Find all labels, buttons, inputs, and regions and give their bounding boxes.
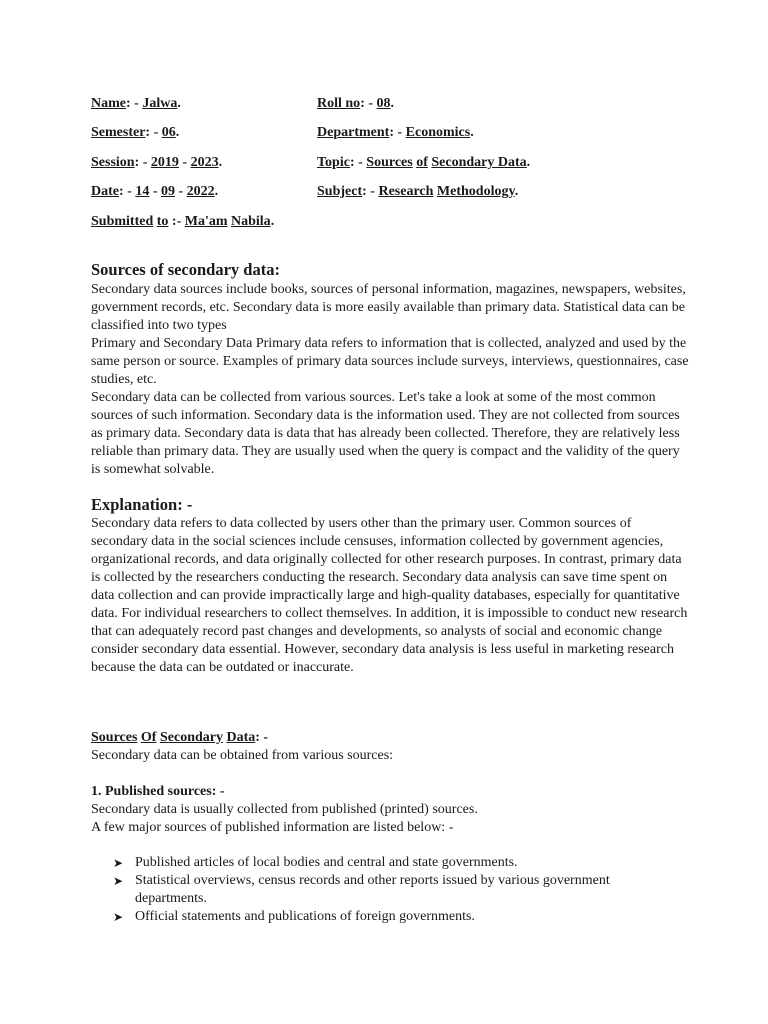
section-explanation	[91, 495, 691, 677]
topic-label: Topic	[317, 155, 350, 170]
paragraph: Secondary data sources include books, sources of personal information, magazines, newspapers, websites, government records, etc. Secondary data is more easily available than primary data. Statistical data can be classified into two types	[91, 282, 686, 333]
session-label: Session	[91, 155, 135, 170]
date-month: 09	[161, 184, 175, 199]
paragraph: Secondary data can be collected from various sources. Let's take a look at some of the most common sources of such information. Secondary data is the information used. They are not collected from sources as primary data. Secondary data is data that has already been collected. Therefore, they are relatively less reliable than primary data. They are usually used when the query is compact and the validity of the query is somewhat solvable.	[91, 390, 680, 477]
list-item-text: Published articles of local bodies and central and state governments.	[135, 855, 518, 870]
title-word-4: Data	[226, 730, 256, 745]
subject-field: Subject: - Research Methodology.	[317, 184, 519, 199]
name-separator: : -	[126, 96, 143, 111]
paragraph: Secondary data can be obtained from various sources:	[91, 748, 394, 763]
submitted-value-2: Nabila	[231, 214, 271, 229]
list-item	[113, 872, 673, 908]
submitted-word-1: Submitted	[91, 214, 154, 229]
session-field: Session: - 2019 - 2023.	[91, 155, 223, 170]
topic-word-1: Sources	[366, 155, 413, 170]
arrow-bullet-icon: ➤	[113, 910, 124, 924]
section-title: Sources of secondary data:	[91, 260, 280, 279]
name-label: Name	[91, 96, 126, 111]
semester-value: 06	[161, 125, 176, 140]
subject-label: Subject	[317, 184, 363, 199]
roll-separator: : -	[360, 96, 377, 111]
paragraph: Primary and Secondary Data Primary data refers to information that is collected, analyzed and used by the same person or source. Examples of primary data sources include surveys, interviews, questionnaires, case studies, etc.	[91, 336, 689, 387]
roll-field: Roll no: - 08.	[317, 96, 395, 111]
topic-field: Topic: - Sources of Secondary Data.	[317, 155, 531, 170]
session-separator: : -	[134, 155, 151, 170]
section-sources-of-secondary-data	[91, 729, 691, 765]
topic-word-3: Secondary Data	[431, 155, 527, 170]
section-sources-secondary-data	[91, 260, 691, 479]
section-title: Explanation: -	[91, 495, 193, 514]
date-year: 2022	[186, 184, 215, 199]
subsection-title: 1. Published sources: -	[91, 784, 225, 799]
roll-value: 08	[376, 96, 391, 111]
department-field: Department: - Economics.	[317, 125, 474, 140]
bullet-list	[113, 854, 673, 926]
roll-label: Roll no	[317, 96, 361, 111]
department-separator: : -	[389, 125, 406, 140]
submitted-value-1: Ma'am	[184, 214, 228, 229]
list-item	[113, 908, 673, 926]
department-label: Department	[317, 125, 390, 140]
name-value: Jalwa	[142, 96, 178, 111]
title-word-2: Of	[140, 730, 157, 745]
semester-separator: : -	[145, 125, 162, 140]
session-from: 2019	[150, 155, 179, 170]
subsection-published-sources	[91, 783, 691, 837]
date-label: Date	[91, 184, 119, 199]
list-item-text: Official statements and publications of foreign governments.	[135, 909, 475, 924]
semester-field: Semester: - 06.	[91, 125, 180, 140]
date-field: Date: - 14 - 09 - 2022.	[91, 184, 219, 199]
date-day: 14	[135, 184, 150, 199]
list-item	[113, 854, 673, 872]
topic-word-2: of	[416, 155, 428, 170]
date-separator: : -	[119, 184, 136, 199]
submitted-word-2: to	[156, 214, 169, 229]
list-item-text: Statistical overviews, census records and other reports issued by various government departments.	[135, 873, 610, 906]
arrow-bullet-icon: ➤	[113, 856, 124, 870]
title-tail: : -	[255, 730, 269, 745]
subject-word-2: Methodology	[436, 184, 515, 199]
title-word-1: Sources	[91, 730, 138, 745]
subject-word-1: Research	[378, 184, 434, 199]
section-title	[91, 729, 691, 747]
subject-separator: : -	[362, 184, 379, 199]
submitted-separator: :-	[168, 214, 185, 229]
name-field: Name: - Jalwa.	[91, 96, 181, 111]
paragraph: A few major sources of published information are listed below: -	[91, 820, 454, 835]
department-value: Economics	[405, 125, 471, 140]
session-to: 2023	[190, 155, 219, 170]
title-word-3: Secondary	[159, 730, 223, 745]
submitted-field: Submitted to :- Ma'am Nabila.	[91, 214, 275, 229]
paragraph: Secondary data refers to data collected by users other than the primary user. Common sources of secondary data in the social sciences include censuses, information collected by government agencies, organizational records, and data originally collected for other research purposes. In contrast, primary data is collected by the researchers conducting the research. Secondary data analysis can save time spent on data collection and can provide impractically large and high-quality databases, especially for quantitative data. For individual researchers to collect themselves. In addition, it is impossible to conduct new research that can adequately record past changes and developments, so analysts of social and economic change consider secondary data essential. However, secondary data analysis is less useful in marketing research because the data can be outdated or inaccurate.	[91, 516, 688, 675]
paragraph: Secondary data is usually collected from published (printed) sources.	[91, 802, 478, 817]
topic-separator: : -	[349, 155, 367, 170]
semester-label: Semester	[91, 125, 146, 140]
arrow-bullet-icon: ➤	[113, 874, 124, 888]
